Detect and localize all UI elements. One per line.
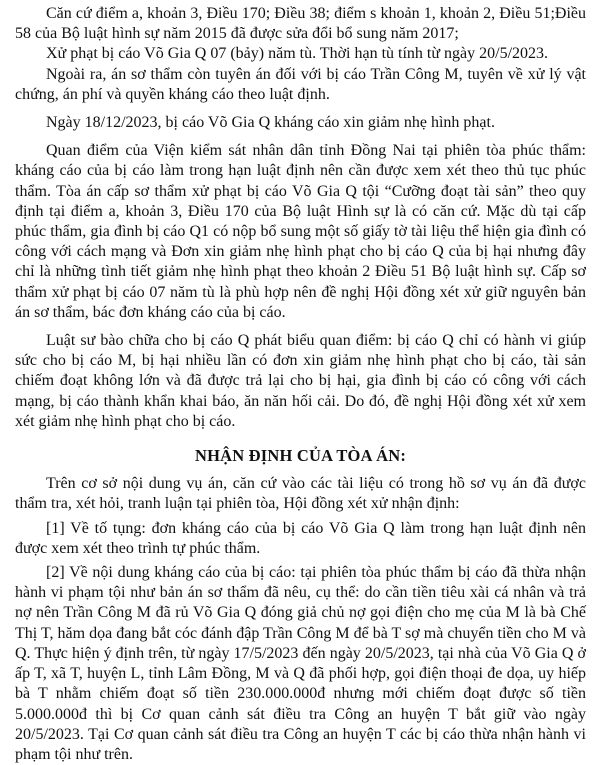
paragraph-procedure: [1] Về tố tụng: đơn kháng cáo của bị cáo Võ Gia Q làm trong hạn luật định nên được xem xét theo trình tự phúc thẩm. — [15, 519, 586, 557]
paragraph-procuracy-opinion: Quan điểm của Viện kiểm sát nhân dân tỉnh Đồng Nai tại phiên tòa phúc thẩm: kháng cáo của bị cáo làm trong hạn luật định nên cần được xem xét theo thủ tục phúc thẩm. Tòa án cấp sơ thẩm xử phạt bị cáo Võ Gia Q tội “Cưỡng đoạt tài sản” theo quy định tại điểm a, khoản 3, Điều 170 của Bộ luật Hình sự là có căn cứ. Mặc dù tại cấp phúc thẩm, gia đình bị cáo Q1 có nộp bổ sung một số giấy tờ tài liệu thể hiện gia đình có công với cách mạng và Đơn xin giảm nhẹ hình phạt cho bị cáo Q của bị hại nhưng đây chỉ là những tình tiết giảm nhẹ hình phạt theo khoản 2 Điều 51 Bộ luật hình sự. Cấp sơ thẩm xử phạt bị cáo 07 năm tù là phù hợp nên đề nghị Hội đồng xét xử giữ nguyên bản án sơ thẩm, bác đơn kháng cáo của bị cáo. — [15, 142, 586, 321]
paragraph-other-rulings: Ngoài ra, án sơ thẩm còn tuyên án đối với bị cáo Trần Công M, tuyên về xử lý vật chứng, án phí và quyền kháng cáo theo luật định. — [15, 65, 586, 103]
paragraph-appeal-content: [2] Về nội dung kháng cáo của bị cáo: tại phiên tòa phúc thẩm bị cáo đã thừa nhận hành vi phạm tội như bản án sơ thẩm đã nêu, cụ thể: do cần tiền tiêu xài cá nhân và trả nợ nên Trần Công M đã rủ Võ Gia Q đóng giả chủ nợ gọi điện cho mẹ của M là bà Chế Thị T, hăm dọa đang bắt cóc đánh đập Trần Công M để bà T sợ mà chuyển tiền cho M và Q. Thực hiện ý định trên, từ ngày 17/5/2023 đến ngày 20/5/2023, tại nhà của Võ Gia Q ở ấp T, xã T, huyện L, tỉnh Lâm Đồng, M và Q đã phối hợp, gọi điện thoại đe dọa, uy hiếp bà T nhằm chiếm đoạt số tiền 230.000.000đ nhưng mới chiếm đoạt được số tiền 5.000.000đ thì bị Cơ quan cảnh sát điều tra Công an huyện T bắt giữ vào ngày 20/5/2023. Tại Cơ quan cảnh sát điều tra Công an huyện T các bị cáo thừa nhận hành vi phạm tội như trên. — [15, 564, 586, 763]
section-heading: NHẬN ĐỊNH CỦA TÒA ÁN: — [194, 446, 407, 466]
paragraph-sentence: Xử phạt bị cáo Võ Gia Q 07 (bảy) năm tù. Thời hạn tù tính từ ngày 20/5/2023. — [46, 45, 549, 63]
paragraph-lawyer-opinion: Luật sư bào chữa cho bị cáo Q phát biểu quan điểm: bị cáo Q chỉ có hành vi giúp sức cho bị cáo M, bị hại nhiều lần có đơn xin giảm nhẹ hình phạt cho bị cáo, tài sản chiếm đoạt không lớn và đã được trả lại cho bị hại, gia đình bị cáo có công với cách mạng, bị cáo thành khẩn khai báo, ăn năn hối cải. Do đó, đề nghị Hội đồng xét xử xem xét giảm nhẹ hình phạt cho bị cáo. — [15, 332, 586, 430]
paragraph-appeal-date: Ngày 18/12/2023, bị cáo Võ Gia Q kháng cáo xin giảm nhẹ hình phạt. — [46, 114, 495, 132]
paragraph-legal-basis: Căn cứ điểm a, khoản 3, Điều 170; Điều 38; điểm s khoản 1, khoản 2, Điều 51;Điều 58 của Bộ luật hình sự năm 2015 đã được sửa đổi bổ sung năm 2017; — [15, 5, 586, 43]
paragraph-court-basis: Trên cơ sở nội dung vụ án, căn cứ vào các tài liệu có trong hồ sơ vụ án đã được thẩm tra, xét hỏi, tranh luận tại phiên tòa, Hội đồng xét xử nhận định: — [15, 475, 586, 513]
